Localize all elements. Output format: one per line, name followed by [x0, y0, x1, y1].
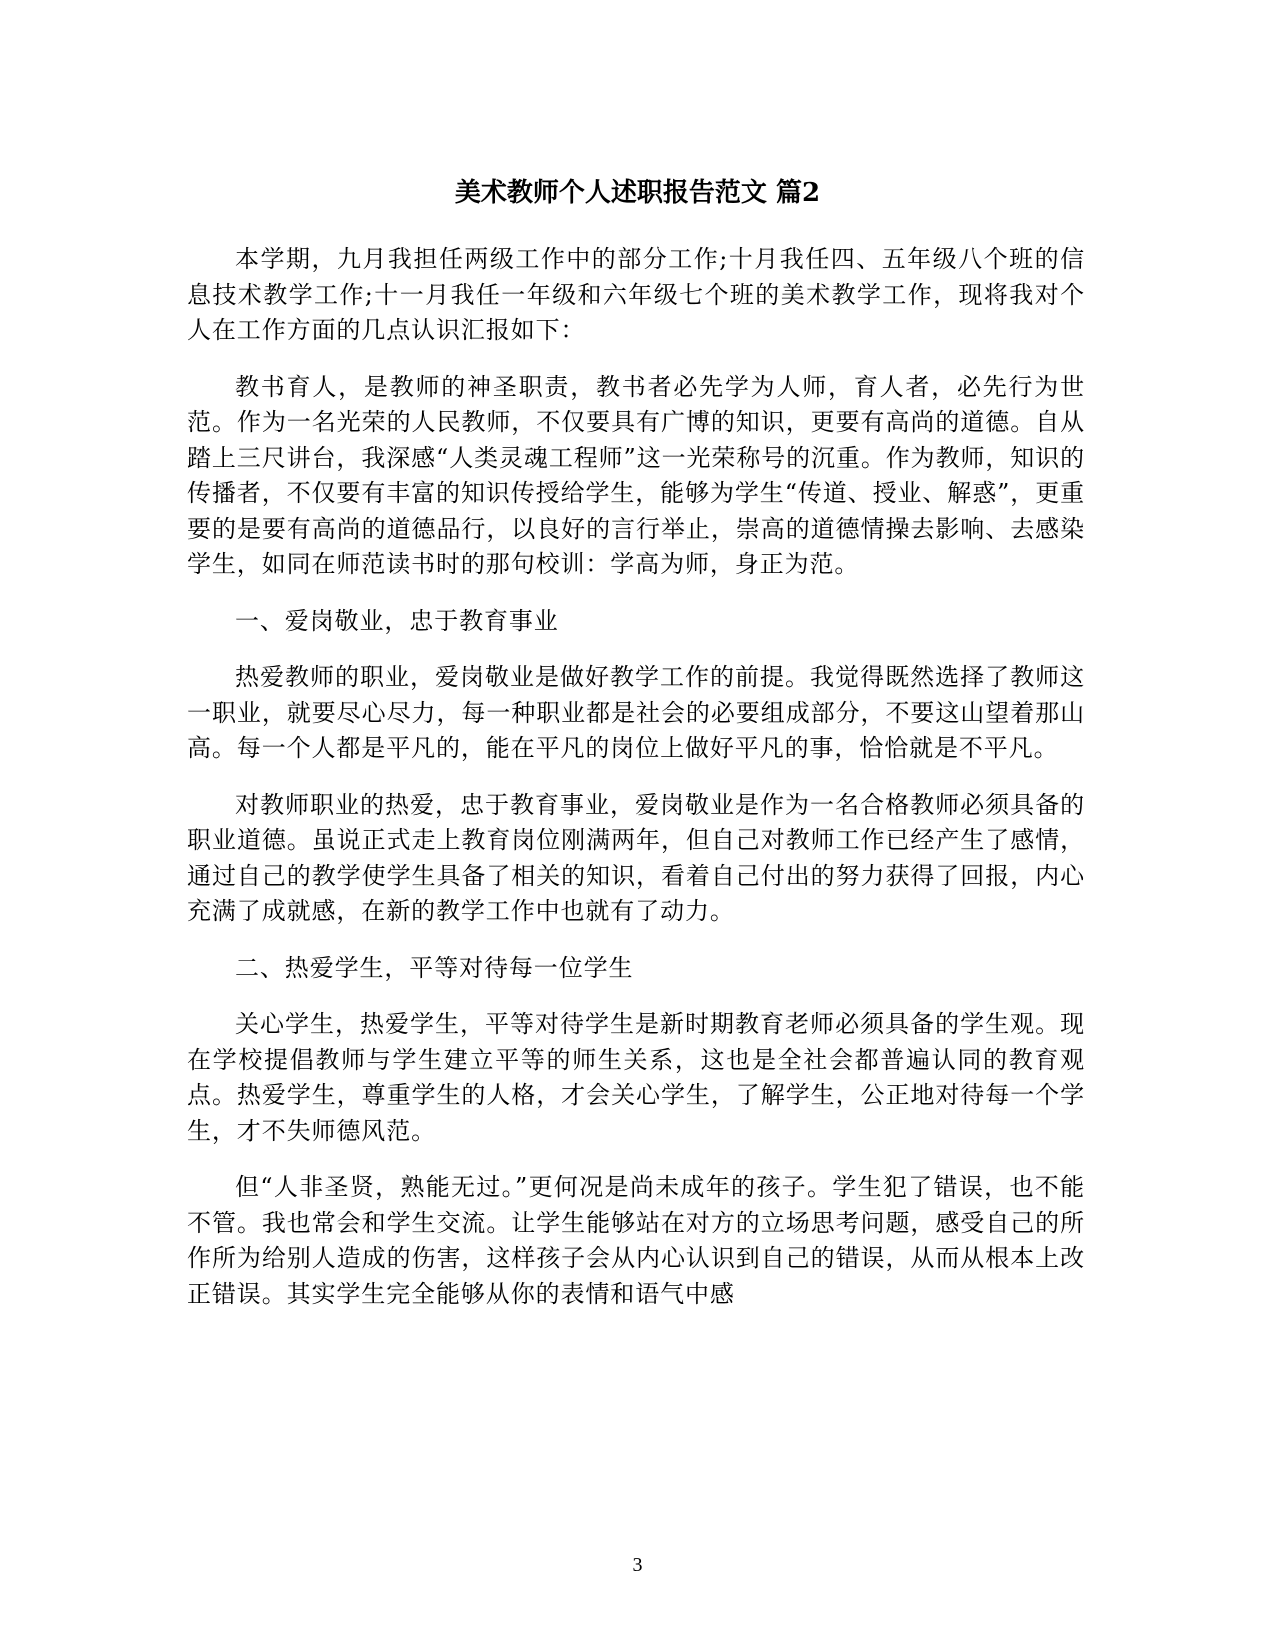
paragraph-love-profession: 热爱教师的职业，爱岗敬业是做好教学工作的前提。我觉得既然选择了教师这一职业，就要尽心尽力，每一种职业都是社会的必要组成部分，不要这山望着那山高。每一个人都是平凡的，能在平凡的岗位上做好平凡的事，恰恰就是不平凡。 — [187, 663, 1085, 762]
paragraph-student-mistakes: 但“人非圣贤，熟能无过。”更何况是尚未成年的孩子。学生犯了错误，也不能不管。我也常会和学生交流。让学生能够站在对方的立场思考问题，感受自己的所作所为给别人造成的伤害，这样孩子会从内心认识到自己的错误，从而从根本上改正错误。其实学生完全能够从你的表情和语气中感 — [187, 1173, 1085, 1308]
paragraph-professional-ethics: 对教师职业的热爱，忠于教育事业，爱岗敬业是作为一名合格教师必须具备的职业道德。虽说正式走上教育岗位刚满两年，但自己对教师工作已经产生了感情，通过自己的教学使学生具备了相关的知识，看着自己付出的努力获得了回报，内心充满了成就感，在新的教学工作中也就有了动力。 — [187, 790, 1085, 925]
document-body — [187, 242, 1085, 1333]
paragraph-care-students: 关心学生，热爱学生，平等对待学生是新时期教育老师必须具备的学生观。现在学校提倡教师与学生建立平等的师生关系，这也是全社会都普遍认同的教育观点。热爱学生，尊重学生的人格，才会关心学生，了解学生，公正地对待每一个学生，才不失师德风范。 — [187, 1010, 1085, 1145]
paragraph-intro: 本学期，九月我担任两级工作中的部分工作;十月我任四、五年级八个班的信息技术教学工作;十一月我任一年级和六年级七个班的美术教学工作，现将我对个人在工作方面的几点认识汇报如下： — [187, 245, 1085, 344]
document-title: 美术教师个人述职报告范文 篇2 — [454, 178, 821, 208]
page-number: 3 — [632, 1554, 643, 1576]
section-heading-2: 二、热爱学生，平等对待每一位学生 — [235, 953, 634, 982]
paragraph-teaching-duty: 教书育人，是教师的神圣职责，教书者必先学为人师，育人者，必先行为世范。作为一名光荣的人民教师，不仅要具有广博的知识，更要有高尚的道德。自从踏上三尺讲台，我深感“人类灵魂工程师”这一光荣称号的沉重。作为教师，知识的传播者，不仅要有丰富的知识传授给学生，能够为学生“传道、授业、解惑”，更重要的是要有高尚的道德品行，以良好的言行举止，崇高的道德情操去影响、去感染学生，如同在师范读书时的那句校训：学高为师，身正为范。 — [187, 372, 1085, 578]
section-heading-1: 一、爱岗敬业，忠于教育事业 — [235, 606, 559, 635]
